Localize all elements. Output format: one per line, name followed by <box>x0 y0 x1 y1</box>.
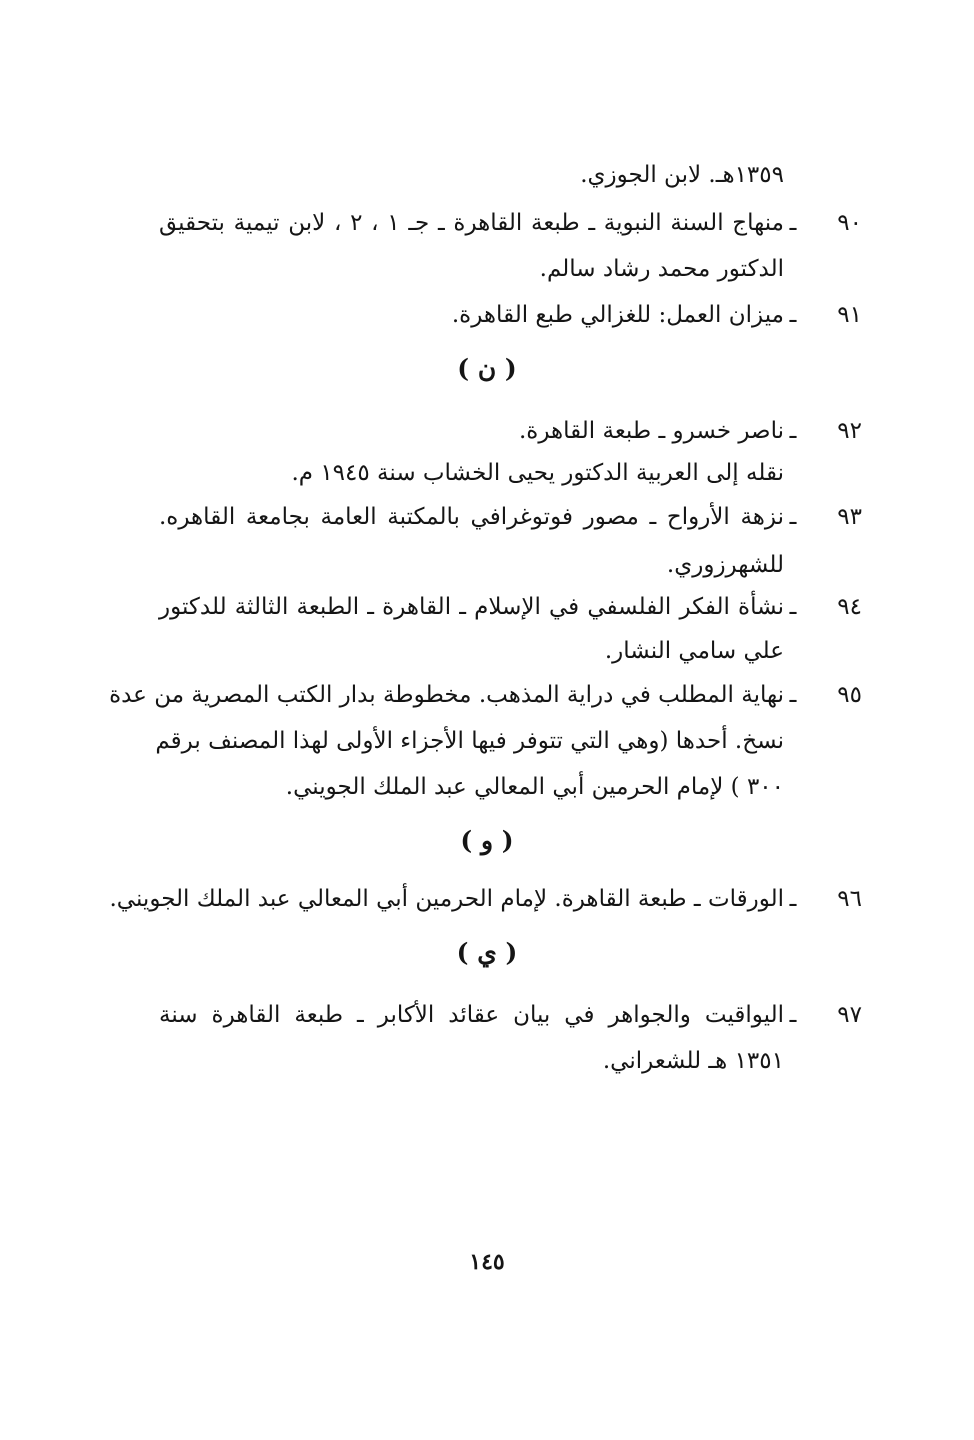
entry-dash-93: ـ <box>789 504 797 530</box>
entry-dash-91: ـ <box>789 302 797 328</box>
entry-dash-92: ـ <box>789 418 797 444</box>
entry-91-line-1: ميزان العمل: للغزالي طبع القاهرة. <box>451 302 784 328</box>
entry-dash-95: ـ <box>789 682 797 708</box>
section-heading-ya: ( ي ) <box>456 938 518 967</box>
entry-97-line-1: اليواقيت والجواهر في بيان عقائد الأكابر ـ طبعة القاهرة سنة <box>159 1002 784 1028</box>
entry-95-line-2: نسخ. أحدها (وهي التي تتوفر فيها الأجزاء الأولى لهذا المصنف برقم <box>155 728 784 754</box>
entry-number-94: ٩٤ <box>837 594 862 620</box>
entry-dash-97: ـ <box>789 1002 797 1028</box>
entry-number-96: ٩٦ <box>837 886 862 912</box>
entry-90-line-2: الدكتور محمد رشاد سالم. <box>539 256 784 282</box>
page-number: ١٤٥ <box>469 1249 505 1275</box>
entry-number-91: ٩١ <box>837 302 862 328</box>
entry-94-line-2: علي سامي النشار. <box>604 638 784 664</box>
entry-93-line-1: نزهة الأرواح ـ مصور فوتوغرافي بالمكتبة العامة بجامعة القاهره. <box>159 504 784 530</box>
section-heading-waw: ( و ) <box>460 826 514 855</box>
entry-92-line-1: ناصر خسرو ـ طبعة القاهرة. <box>518 418 784 444</box>
entry-92-line-2: نقله إلى العربية الدكتور يحيى الخشاب سنة ١٩٤٥ م. <box>291 460 784 486</box>
entry-94-line-1: نشأة الفكر الفلسفي في الإسلام ـ القاهرة ـ الطبعة الثالثة للدكتور <box>159 594 784 620</box>
entry-95-line-3: ٣٠٠ ) لإمام الحرمين أبي المعالي عبد الملك الجويني. <box>285 774 784 800</box>
entry-96-line-1: الورقات ـ طبعة القاهرة. لإمام الحرمين أبي المعالي عبد الملك الجويني. <box>109 886 784 912</box>
entry-number-90: ٩٠ <box>837 210 862 236</box>
section-heading-nun: ( ن ) <box>457 354 517 383</box>
entry-dash-94: ـ <box>789 594 797 620</box>
entry-number-95: ٩٥ <box>837 682 862 708</box>
entry-dash-96: ـ <box>789 886 797 912</box>
entry-dash-90: ـ <box>789 210 797 236</box>
continuation-line: ١٣٥٩هـ. لابن الجوزي. <box>580 162 784 188</box>
entry-90-line-1: منهاج السنة النبوية ـ طبعة القاهرة ـ جـ ١ ، ٢ ، لابن تيمية بتحقيق <box>159 210 784 236</box>
entry-97-line-2: ١٣٥١ هـ للشعراني. <box>602 1048 784 1074</box>
entry-95-line-1: نهاية المطلب في دراية المذهب. مخطوطة بدار الكتب المصرية من عدة <box>109 682 784 708</box>
entry-number-93: ٩٣ <box>837 504 862 530</box>
entry-93-line-2: للشهرزوري. <box>666 552 784 578</box>
entry-number-97: ٩٧ <box>837 1002 862 1028</box>
entry-number-92: ٩٢ <box>837 418 862 444</box>
